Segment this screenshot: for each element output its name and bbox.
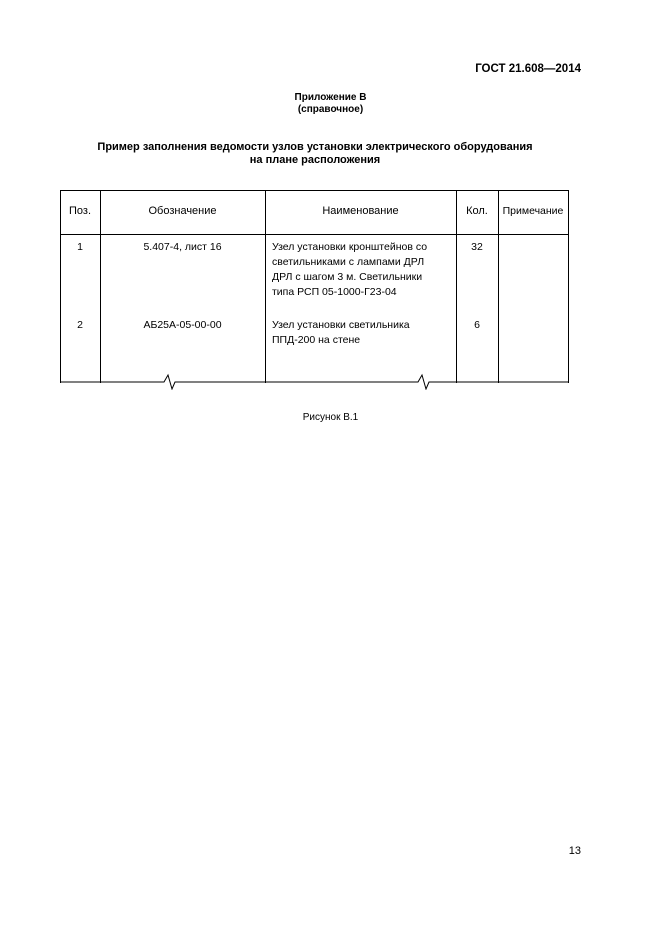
figure-caption: Рисунок В.1 bbox=[302, 412, 359, 423]
appendix-subtitle: (справочное) bbox=[297, 104, 364, 115]
row-name bbox=[272, 240, 456, 300]
figure-title bbox=[60, 141, 570, 167]
row-pos: 1 bbox=[77, 241, 83, 253]
row-pos: 2 bbox=[77, 319, 83, 331]
table-header-divider bbox=[60, 234, 569, 235]
row-name bbox=[272, 318, 456, 348]
row-name-line: ДРЛ с шагом 3 м. Светильники bbox=[272, 271, 423, 283]
row-designation: АБ25А-05-00-00 bbox=[143, 319, 222, 331]
row-qty: 6 bbox=[474, 319, 480, 331]
table-right-border bbox=[568, 190, 569, 383]
column-header-qty: Кол. bbox=[466, 205, 488, 217]
statement-table bbox=[60, 190, 569, 383]
row-name-line: светильниками с лампами ДРЛ bbox=[272, 256, 425, 268]
figure-title-line-2: на плане расположения bbox=[249, 154, 381, 166]
appendix-title: Приложение В bbox=[294, 92, 367, 103]
column-header-note: Примечание bbox=[502, 205, 564, 217]
standard-code: ГОСТ 21.608—2014 bbox=[475, 63, 581, 75]
table-break-line bbox=[60, 372, 569, 390]
appendix-heading bbox=[0, 92, 661, 116]
table-top-border bbox=[60, 190, 569, 191]
column-header-name: Наименование bbox=[322, 205, 399, 217]
page-number: 13 bbox=[568, 845, 581, 857]
column-header-pos: Поз. bbox=[69, 205, 91, 217]
row-name-line: типа РСП 05-1000-Г23-04 bbox=[272, 286, 397, 298]
row-name-line: ППД-200 на стене bbox=[272, 334, 361, 346]
row-name-line: Узел установки кронштейнов со bbox=[272, 241, 428, 253]
column-header-designation: Обозначение bbox=[148, 205, 217, 217]
row-designation: 5.407-4, лист 16 bbox=[143, 241, 222, 253]
figure-title-line-1: Пример заполнения ведомости узлов установки электрического оборудования bbox=[97, 141, 533, 153]
row-name-line: Узел установки светильника bbox=[272, 319, 410, 331]
row-qty: 32 bbox=[471, 241, 483, 253]
